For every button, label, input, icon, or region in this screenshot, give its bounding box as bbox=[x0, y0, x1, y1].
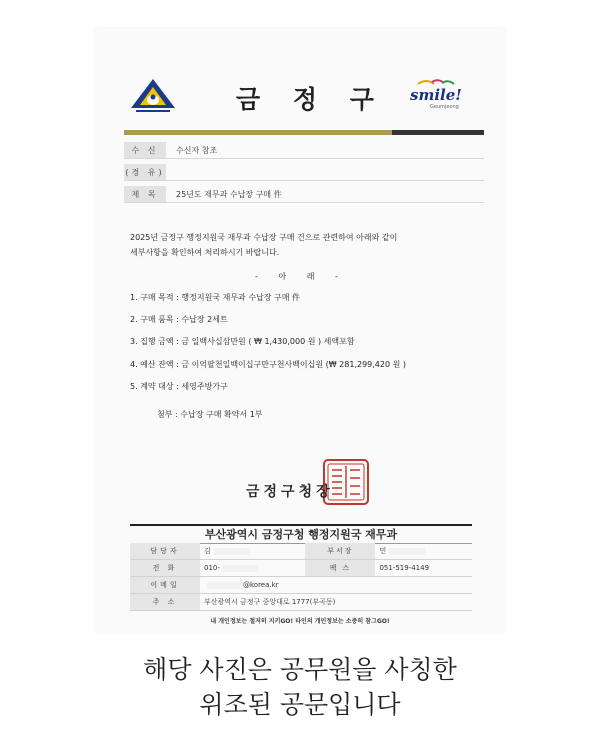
list-item: 1. 구매 목적 : 행정지원국 재무과 수납장 구매 件 bbox=[130, 293, 301, 302]
head-name: 민 bbox=[379, 547, 387, 555]
row-divider bbox=[124, 158, 484, 159]
document-title: 금 정 구 bbox=[236, 85, 386, 114]
redaction-block bbox=[389, 548, 425, 555]
redaction-block bbox=[214, 548, 250, 555]
head-value bbox=[375, 543, 472, 560]
email-value bbox=[200, 577, 472, 594]
body-line-1: 2025년 금정구 행정지원국 재무과 수납장 구매 건으로 관련하여 아래와 같이 bbox=[130, 233, 398, 242]
notice-heading: - 아 래 - bbox=[255, 272, 347, 281]
table-row bbox=[130, 543, 472, 560]
caption-line-1: 해당 사진은 공무원을 사칭한 bbox=[143, 655, 457, 684]
recipient-value: 수신자 참조 bbox=[176, 146, 218, 155]
list-item: 5. 계약 대상 : 세영주방가구 bbox=[130, 382, 228, 391]
district-emblem-icon bbox=[130, 78, 176, 116]
redaction-block bbox=[207, 582, 243, 589]
via-label: (경 유) bbox=[124, 164, 166, 181]
recipient-row bbox=[124, 142, 484, 159]
contact-table bbox=[130, 543, 472, 611]
address-value: 부산광역시 금정구 중앙대로 1777(부곡동) bbox=[200, 594, 472, 611]
via-row bbox=[124, 164, 484, 181]
email-label: 이메일 bbox=[130, 577, 200, 594]
phone-value bbox=[200, 560, 305, 577]
table-row bbox=[130, 577, 472, 594]
department-title: 부산광역시 금정구청 행정지원국 재무과 bbox=[130, 524, 472, 544]
signer-title: 금정구청장 bbox=[246, 484, 334, 500]
row-divider bbox=[124, 180, 484, 181]
list-item: 3. 집행 금액 : 금 일백사십삼만원 ( ₩ 1,430,000 원 ) 세액포함 bbox=[130, 337, 355, 346]
address-label: 주 소 bbox=[130, 594, 200, 611]
phone-number: 010- bbox=[204, 564, 220, 572]
fax-value: 051-519-4149 bbox=[375, 560, 472, 577]
privacy-footer-note: 내 개인정보는 철저히 지키GO! 타인의 개인정보는 소중히 참그GO! bbox=[210, 618, 390, 625]
list-item: 4. 예산 잔액 : 금 이억팔천일백이십구만구천사백이십원 (₩ 281,299,420 원 ) bbox=[130, 360, 407, 369]
manager-label: 담당자 bbox=[130, 543, 200, 560]
manager-name: 김 bbox=[204, 547, 211, 555]
subject-value: 25년도 재무과 수납장 구매 件 bbox=[176, 190, 282, 199]
header-divider-dark bbox=[392, 130, 484, 135]
smile-logo-text: smile! bbox=[410, 86, 462, 104]
caption-line-2: 위조된 공문입니다 bbox=[199, 690, 401, 719]
header-divider-olive bbox=[124, 130, 392, 135]
list-item: 2. 구매 품목 : 수납장 2세트 bbox=[130, 315, 228, 324]
table-row bbox=[130, 594, 472, 611]
recipient-label: 수 신 bbox=[124, 142, 166, 159]
table-row bbox=[130, 560, 472, 577]
body-line-2: 세부사항을 확인하여 처리하시기 바랍니다. bbox=[130, 248, 280, 257]
email-domain: @korea.kr bbox=[243, 581, 279, 589]
subject-label: 제 목 bbox=[124, 186, 166, 203]
redaction-block bbox=[223, 565, 259, 572]
fax-label: 팩 스 bbox=[305, 560, 375, 577]
smile-logo-subtext: Geumjeong bbox=[430, 104, 459, 110]
phone-label: 전 화 bbox=[130, 560, 200, 577]
subject-row bbox=[124, 186, 484, 203]
row-divider bbox=[124, 202, 484, 203]
manager-value bbox=[200, 543, 305, 560]
attachment-note: 첨부 : 수납장 구매 확약서 1부 bbox=[157, 410, 263, 419]
head-label: 부서장 bbox=[305, 543, 375, 560]
